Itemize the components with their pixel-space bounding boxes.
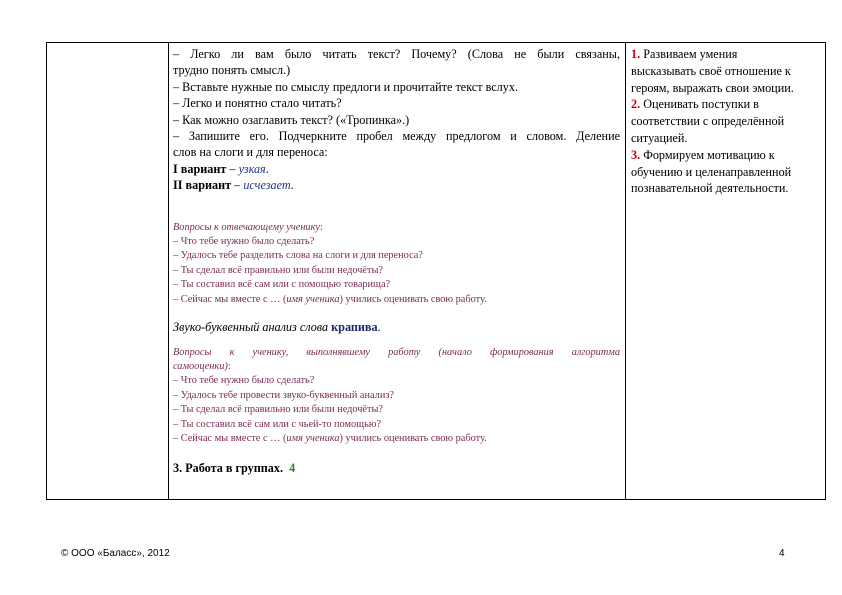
left-cell bbox=[47, 43, 169, 499]
questions-title: Вопросы к ученику, выполнявшему работу (начало формирования алгоритма bbox=[173, 346, 620, 358]
text-line: – Как можно озаглавить текст? («Тропинка».) bbox=[173, 112, 410, 127]
right-cell bbox=[626, 43, 827, 499]
text-line: – Легко ли вам было читать текст? Почему? (Слова не были связаны, bbox=[173, 47, 620, 61]
question-item: – Удалось тебе разделить слова на слоги и для переноса? bbox=[173, 250, 423, 262]
question-item: – Ты составил всё сам или с чьей-то помощью? bbox=[173, 418, 382, 430]
question-item: – Ты сделал всё правильно или были недочёты? bbox=[173, 404, 383, 416]
question-item: – Ты сделал всё правильно или были недочёты? bbox=[173, 264, 383, 276]
question-item: – Сейчас мы вместе с … (имя ученика) учились оценивать свою работу. bbox=[173, 293, 487, 305]
goal-item-1: 1. Развиваем умения bbox=[631, 47, 738, 61]
question-item: – Сейчас мы вместе с … (имя ученика) учились оценивать свою работу. bbox=[173, 432, 487, 444]
goal-item-3-line: обучению и целенаправленной bbox=[631, 164, 792, 179]
text-line: слов на слоги и для переноса: bbox=[173, 145, 328, 160]
text-line: – Запишите его. Подчеркните пробел между предлогом и словом. Деление bbox=[173, 129, 620, 144]
question-item: – Удалось тебе провести звуко-буквенный анализ? bbox=[173, 389, 394, 401]
goal-item-2-line: соответствии с определённой bbox=[631, 114, 785, 129]
variant-2: II вариант – исчезает. bbox=[173, 178, 294, 193]
variant-1: I вариант – узкая. bbox=[173, 161, 269, 176]
goal-item-1-line: высказывать своё отношение к bbox=[631, 63, 791, 78]
goal-item-2-line: ситуацией. bbox=[631, 130, 688, 145]
goal-item-3-line: познавательной деятельности. bbox=[631, 181, 789, 196]
question-item: – Что тебе нужно было сделать? bbox=[173, 375, 315, 387]
footer-copyright: © ООО «Баласс», 2012 bbox=[61, 548, 170, 559]
text-line: – Легко и понятно стало читать? bbox=[173, 96, 342, 111]
goal-item-1-line: героям, выражать свои эмоции. bbox=[631, 80, 794, 95]
text-line: трудно понять смысл.) bbox=[173, 63, 291, 78]
goal-item-2: 2. Оценивать поступки в bbox=[631, 97, 759, 112]
goal-item-3: 3. Формируем мотивацию к bbox=[631, 147, 775, 162]
page-number: 4 bbox=[779, 548, 785, 559]
sound-analysis-heading: Звуко-буквенный анализ слова крапива. bbox=[173, 320, 381, 335]
questions-block-2 bbox=[173, 346, 620, 447]
middle-cell bbox=[169, 43, 626, 499]
questions-title: Вопросы к отвечающему ученику: bbox=[173, 221, 323, 233]
text-line: – Вставьте нужные по смыслу предлоги и прочитайте текст вслух. bbox=[173, 79, 518, 94]
questions-block-1 bbox=[173, 221, 620, 307]
questions-title-cont: самооценки): bbox=[173, 360, 231, 372]
question-item: – Что тебе нужно было сделать? bbox=[173, 236, 315, 248]
question-item: – Ты составил всё сам или с помощью товарища? bbox=[173, 279, 391, 291]
group-work-heading: 3. Работа в группах. 4 bbox=[173, 461, 296, 476]
lesson-table bbox=[46, 42, 826, 500]
